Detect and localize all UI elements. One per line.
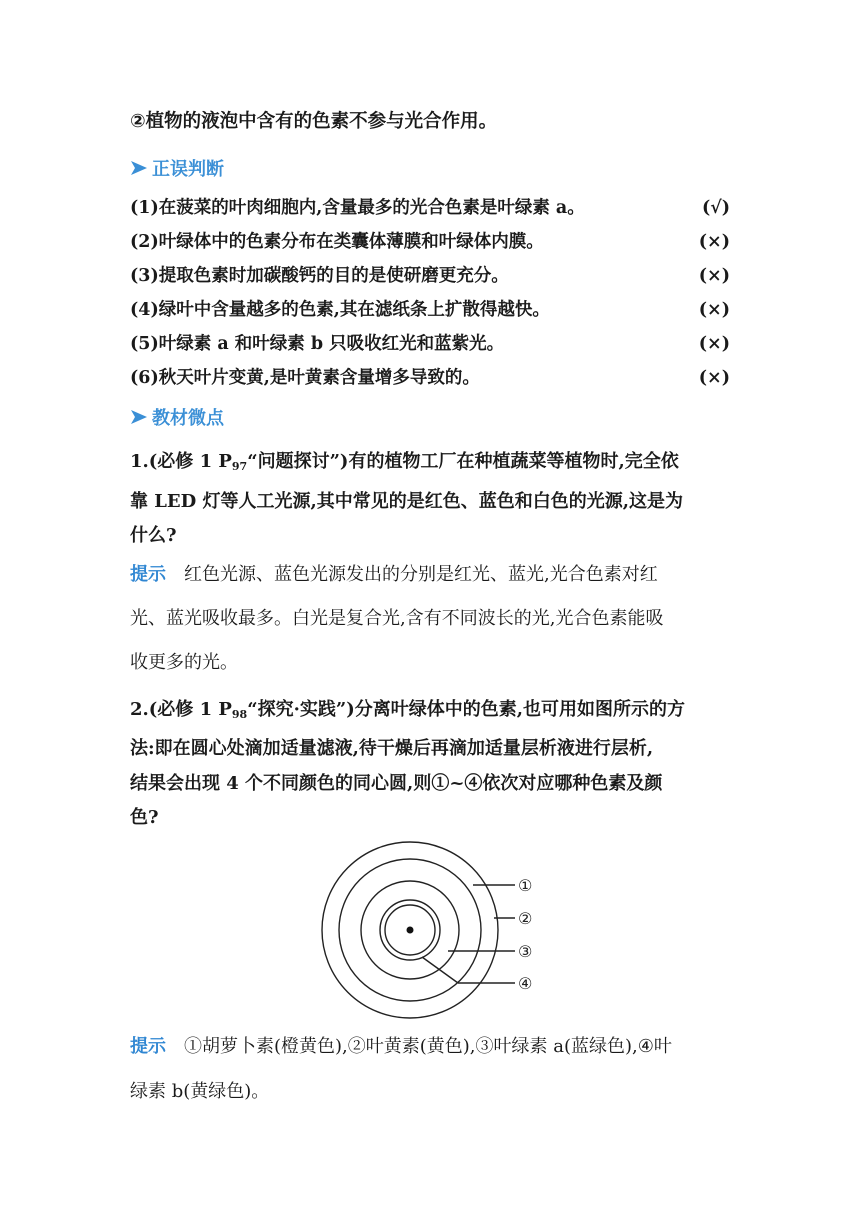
play-arrow-icon <box>130 160 148 176</box>
judgement-text: (4)绿叶中含量越多的色素,其在滤纸条上扩散得越快。 <box>130 300 550 320</box>
judgement-mark: (×) <box>698 368 730 388</box>
section-judge-title: 正误判断 <box>152 159 224 180</box>
q2-prefix: 2.(必修 1 P <box>130 699 232 720</box>
section-judge-heading <box>130 155 224 181</box>
q1-prefix: 1.(必修 1 P <box>130 451 232 472</box>
judgement-mark: (√) <box>701 198 730 218</box>
judgement-text: (6)秋天叶片变黄,是叶黄素含量增多导致的。 <box>130 368 480 388</box>
intro-line: ②植物的液泡中含有的色素不参与光合作用。 <box>130 111 498 132</box>
q1-line2: 靠 LED 灯等人工光源,其中常见的是红色、蓝色和白色的光源,这是为 <box>130 491 684 512</box>
judgement-text: (5)叶绿素 a 和叶绿素 b 只吸收红光和蓝紫光。 <box>130 334 505 354</box>
judgement-mark: (×) <box>698 300 730 320</box>
judgement-mark: (×) <box>698 232 730 252</box>
q1-hint-line1 <box>130 563 658 587</box>
concentric-circles-diagram <box>318 840 548 1020</box>
q2-line3: 结果会出现 4 个不同颜色的同心圆,则①~④依次对应哪种色素及颜 <box>130 773 663 794</box>
judgement-text: (3)提取色素时加碳酸钙的目的是使研磨更充分。 <box>130 266 509 286</box>
q1-hint-line2: 光、蓝光吸收最多。白光是复合光,含有不同波长的光,光合色素能吸 <box>130 608 664 629</box>
label-1: ① <box>518 876 533 895</box>
judgement-text: (2)叶绿体中的色素分布在类囊体薄膜和叶绿体内膜。 <box>130 232 544 252</box>
leader-line-4a <box>422 957 458 983</box>
q1-hint-text1: 红色光源、蓝色光源发出的分别是红光、蓝光,光合色素对红 <box>184 564 658 585</box>
q2-line1-rest: “探究·实践”)分离叶绿体中的色素,也可用如图所示的方 <box>247 699 685 720</box>
q2-hint-line1 <box>130 1035 672 1059</box>
play-arrow-icon <box>130 409 148 425</box>
q1-page-sub: 97 <box>231 460 248 473</box>
q1-hint-label: 提示 <box>130 564 166 585</box>
q1-hint-line3: 收更多的光。 <box>130 652 238 673</box>
label-4: ④ <box>518 974 533 993</box>
judgement-mark: (×) <box>698 266 730 286</box>
label-3: ③ <box>518 942 533 961</box>
q1-line3: 什么? <box>130 525 177 546</box>
q2-hint-text1: ①胡萝卜素(橙黄色),②叶黄素(黄色),③叶绿素 a(蓝绿色),④叶 <box>184 1036 672 1057</box>
judgement-mark: (×) <box>698 334 730 354</box>
label-2: ② <box>518 909 533 928</box>
section-textbook-heading <box>130 404 224 430</box>
q2-hint-label: 提示 <box>130 1036 166 1057</box>
judgement-text: (1)在菠菜的叶肉细胞内,含量最多的光合色素是叶绿素 a。 <box>130 198 585 218</box>
section-textbook-title: 教材微点 <box>152 408 224 429</box>
q1-line1-rest: “问题探讨”)有的植物工厂在种植蔬菜等植物时,完全依 <box>247 451 679 472</box>
q2-line4: 色? <box>130 807 159 828</box>
q2-hint-line2: 绿素 b(黄绿色)。 <box>130 1081 270 1102</box>
q2-page-sub: 98 <box>231 708 248 721</box>
center-dot <box>407 927 414 934</box>
q2-line2: 法:即在圆心处滴加适量滤液,待干燥后再滴加适量层析液进行层析, <box>130 738 654 759</box>
q1-line1 <box>130 450 679 479</box>
q2-line1 <box>130 698 685 727</box>
